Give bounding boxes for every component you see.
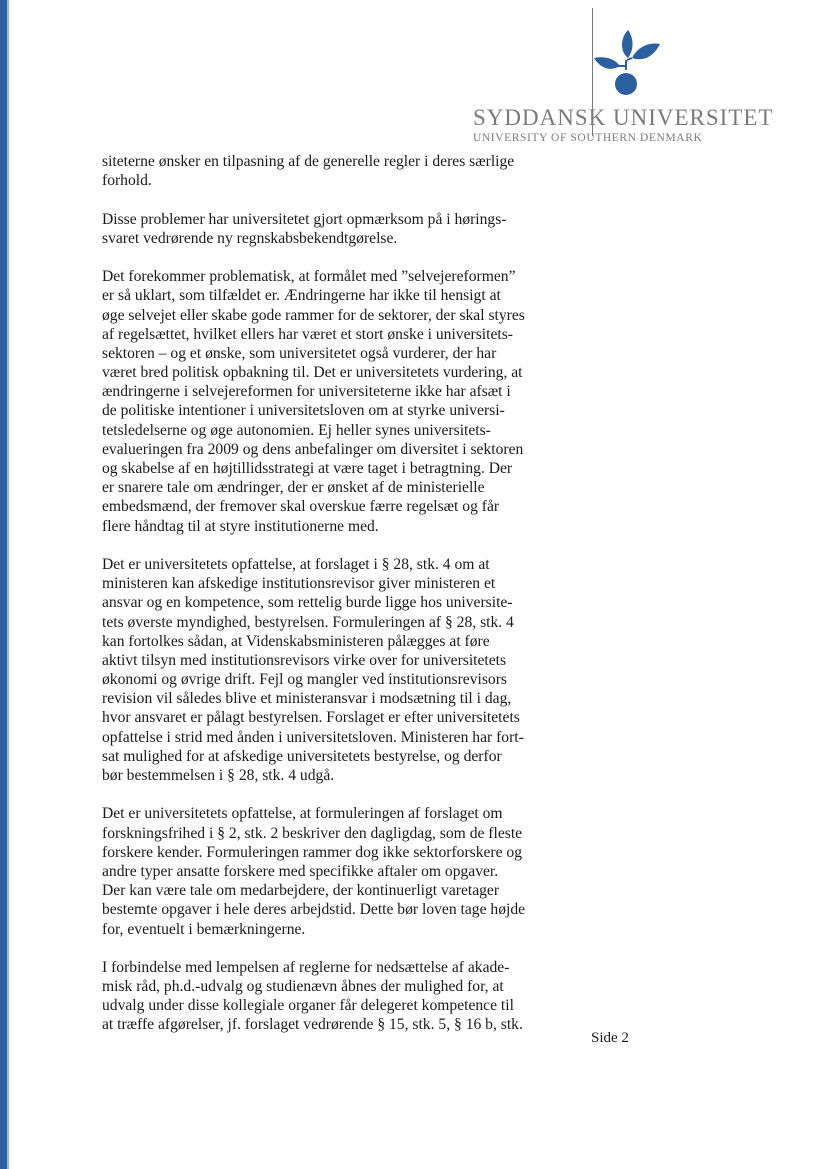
text-line: hvor ansvaret er pålagt bestyrelsen. Forslaget er efter universitetets <box>102 709 520 727</box>
text-line: flere håndtag til at styre institutionerne med. <box>102 517 379 535</box>
text-line: embedsmænd, der fremover skal overskue færre regelsæt og får <box>102 498 500 516</box>
tree-icon <box>590 8 660 108</box>
page-edge-bar <box>0 0 7 1169</box>
paragraph <box>102 152 572 190</box>
text-line: øge selvejet eller skabe gode rammer for de sektorer, der skal styres <box>102 306 525 324</box>
text-line: ansvar og en kompetence, som rettelig burde ligge hos universite- <box>102 594 513 612</box>
text-line: de politiske intentioner i universitetsloven om at styrke universi- <box>102 402 505 420</box>
paragraph <box>102 555 572 785</box>
text-line: tets øverste myndighed, bestyrelsen. Formuleringen af § 28, stk. 4 <box>102 613 514 631</box>
text-line: opfattelse i strid med ånden i universitetsloven. Ministeren har fort- <box>102 728 524 746</box>
text-line: udvalg under disse kollegiale organer får delegeret kompetence til <box>102 997 514 1015</box>
text-line: Det er universitetets opfattelse, at forslaget i § 28, stk. 4 om at <box>102 555 490 573</box>
university-name-part1: SYDDANSK <box>473 105 607 130</box>
text-line: revision vil således blive et ministeransvar i modsætning til i dag, <box>102 690 512 708</box>
page-number: Side 2 <box>591 1030 629 1046</box>
text-line: Der kan være tale om medarbejdere, der kontinuerligt varetager <box>102 882 500 900</box>
text-line: sat mulighed for at afskedige universitetets bestyrelse, og derfor <box>102 747 502 765</box>
text-line: Det er universitetets opfattelse, at formuleringen af forslaget om <box>102 805 503 823</box>
text-line: sektoren – og et ønske, som universitetet også vurderer, der har <box>102 344 497 362</box>
text-line: evalueringen fra 2009 og dens anbefalinger om diversitet i sektoren <box>102 440 524 458</box>
text-line: at træffe afgørelser, jf. forslaget vedrørende § 15, stk. 5, § 16 b, stk. <box>102 1016 523 1034</box>
text-line: økonomi og øvrige drift. Fejl og mangler ved institutionsrevisors <box>102 671 507 689</box>
text-line: er snarere tale om ændringer, der er ønsket af de ministerielle <box>102 479 485 497</box>
text-line: Det forekommer problematisk, at formålet med ”selvejereformen” <box>102 268 516 286</box>
text-line: bestemte opgaver i hele deres arbejdstid. Dette bør loven tage højde <box>102 901 526 919</box>
text-line: kan fortolkes sådan, at Videnskabsministeren pålægges at føre <box>102 632 490 650</box>
text-line: er så uklart, som tilfældet er. Ændringerne har ikke til hensigt at <box>102 287 501 305</box>
paragraph <box>102 958 572 1035</box>
text-line: andre typer ansatte forskere med specifikke aftaler om opgaver. <box>102 862 499 880</box>
text-line: tetsledelserne og øge autonomien. Ej heller synes universitets- <box>102 421 491 439</box>
paragraph <box>102 267 572 536</box>
text-line: Disse problemer har universitetet gjort opmærksom på i hørings- <box>102 210 507 228</box>
paragraph <box>102 804 572 938</box>
page-edge-bar-highlight <box>7 0 9 1169</box>
letter-body <box>102 152 572 1054</box>
text-line: ministeren kan afskedige institutionsrevisor giver ministeren et <box>102 575 496 593</box>
university-subtitle: UNIVERSITY OF SOUTHERN DENMARK <box>473 132 703 144</box>
text-line: svaret vedrørende ny regnskabsbekendtgørelse. <box>102 229 398 247</box>
text-line: I forbindelse med lempelsen af reglerne for nedsættelse af akade- <box>102 958 510 976</box>
text-line: forhold. <box>102 172 152 190</box>
text-line: og skabelse af en højtillidsstrategi at være taget i betragtning. Der <box>102 460 513 477</box>
university-name-part2: UNIVERSITET <box>613 105 774 130</box>
text-line: for, eventuelt i bemærkningerne. <box>102 920 306 938</box>
paragraph <box>102 210 572 248</box>
text-line: forskningsfrihed i § 2, stk. 2 beskriver den dagligdag, som de fleste <box>102 824 523 842</box>
text-line: ændringerne i selvejereformen for universiteterne ikke har afsæt i <box>102 383 511 401</box>
text-line: været bred politisk opbakning til. Det er universitetets vurdering, at <box>102 364 523 382</box>
university-name <box>473 105 774 131</box>
text-line: bør bestemmelsen i § 28, stk. 4 udgå. <box>102 767 335 784</box>
university-logo <box>470 8 774 144</box>
text-line: misk råd, ph.d.-udvalg og studienævn åbnes der mulighed for, at <box>102 978 504 996</box>
text-line: forskere kender. Formuleringen rammer dog ikke sektorforskere og <box>102 843 523 861</box>
text-line: siteterne ønsker en tilpasning af de generelle regler i deres særlige <box>102 153 515 170</box>
text-line: af regelsættet, hvilket ellers har været et stort ønske i universitets- <box>102 325 513 343</box>
text-line: aktivt tilsyn med institutionsrevisors virke over for universitetets <box>102 651 507 669</box>
